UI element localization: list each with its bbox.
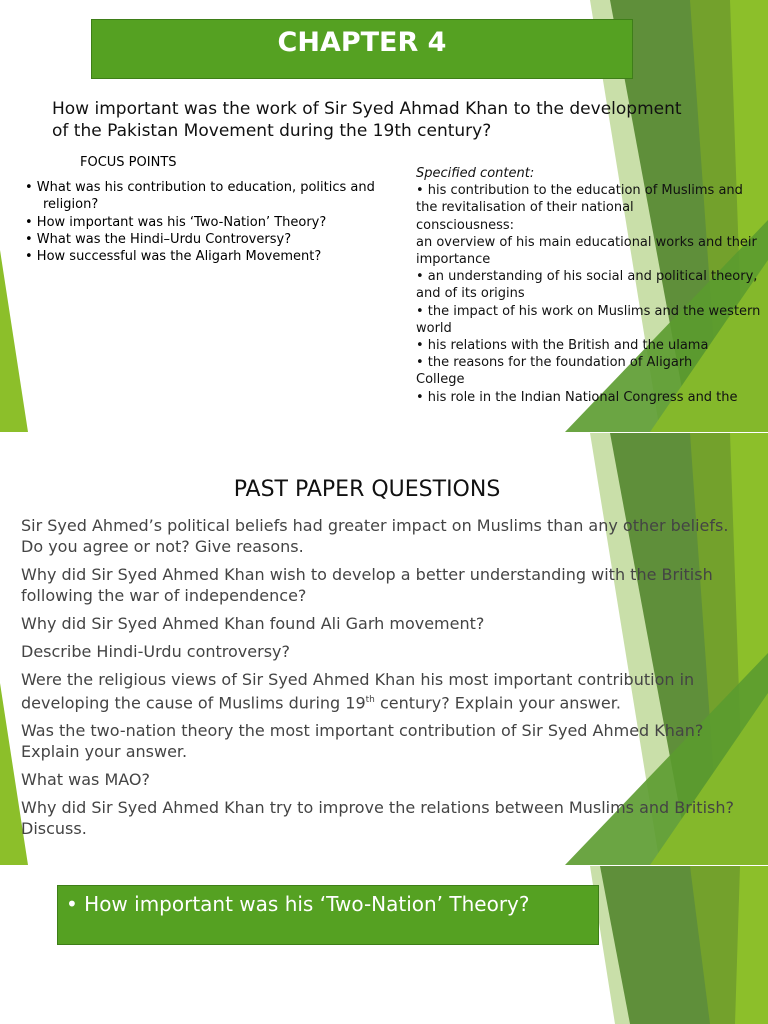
spec-line: the revitalisation of their national consciousness: [416, 200, 634, 233]
spec-line: • the reasons for the foundation of Aligarh College [416, 355, 693, 388]
focus-heading: FOCUS POINTS [80, 155, 177, 170]
focus-point: • How successful was the Aligarh Movement? [25, 249, 322, 265]
focus-point: • How important was his ‘Two-Nation’ Theory? [25, 214, 327, 230]
question-item: Why did Sir Syed Ahmed Khan wish to develop a better understanding with the British following the war of independence? [21, 565, 713, 605]
slide-two-nation-theory [0, 866, 768, 1024]
question-text: century? Explain your answer. [374, 693, 621, 713]
slide-past-paper-questions [0, 433, 768, 865]
chapter-title: CHAPTER 4 [91, 19, 633, 79]
past-paper-title: PAST PAPER QUESTIONS [233, 477, 501, 502]
spec-line: an overview of his main educational works and their importance [416, 234, 757, 268]
spec-line: • the impact of his work on Muslims and the western world [416, 303, 761, 336]
question-text: Were the religious views of Sir Syed Ahmed Khan his most important contribution in developing the cause of Muslims during 19 [21, 670, 695, 713]
question-item: Why did Sir Syed Ahmed Khan try to improve the relations between Muslims and British? Discuss. [21, 798, 734, 839]
slide3-title: • How important was his ‘Two-Nation’ Theory? [57, 885, 599, 945]
focus-point: • What was the Hindi–Urdu Controversy? [25, 231, 292, 247]
focus-point: • What was his contribution to education, politics and religion? [25, 180, 375, 213]
spec-line: • his role in the Indian National Congress and the [416, 389, 738, 405]
main-question: How important was the work of Sir Syed Ahmad Khan to the development of the Pakistan Movement during the 19th century? [52, 99, 682, 141]
spec-heading: Specified content: [416, 166, 535, 181]
slide-chapter-4 [0, 0, 768, 432]
superscript: th [365, 695, 375, 705]
question-item: Why did Sir Syed Ahmed Khan found Ali Garh movement? [21, 614, 485, 633]
spec-line: • his contribution to the education of Muslims and [416, 183, 743, 199]
question-item [21, 669, 746, 713]
spec-line: • an understanding of his social and political theory, and of its origins [416, 269, 758, 302]
question-item: Was the two-nation theory the most important contribution of Sir Syed Ahmed Khan? Explain your answer. [21, 721, 704, 762]
question-item: What was MAO? [21, 770, 150, 790]
question-item: Sir Syed Ahmed’s political beliefs had greater impact on Muslims than any other beliefs. Do you agree or not? Give reasons. [21, 516, 729, 556]
question-item: Describe Hindi-Urdu controversy? [21, 642, 290, 661]
spec-line: • his relations with the British and the ulama [416, 338, 709, 354]
